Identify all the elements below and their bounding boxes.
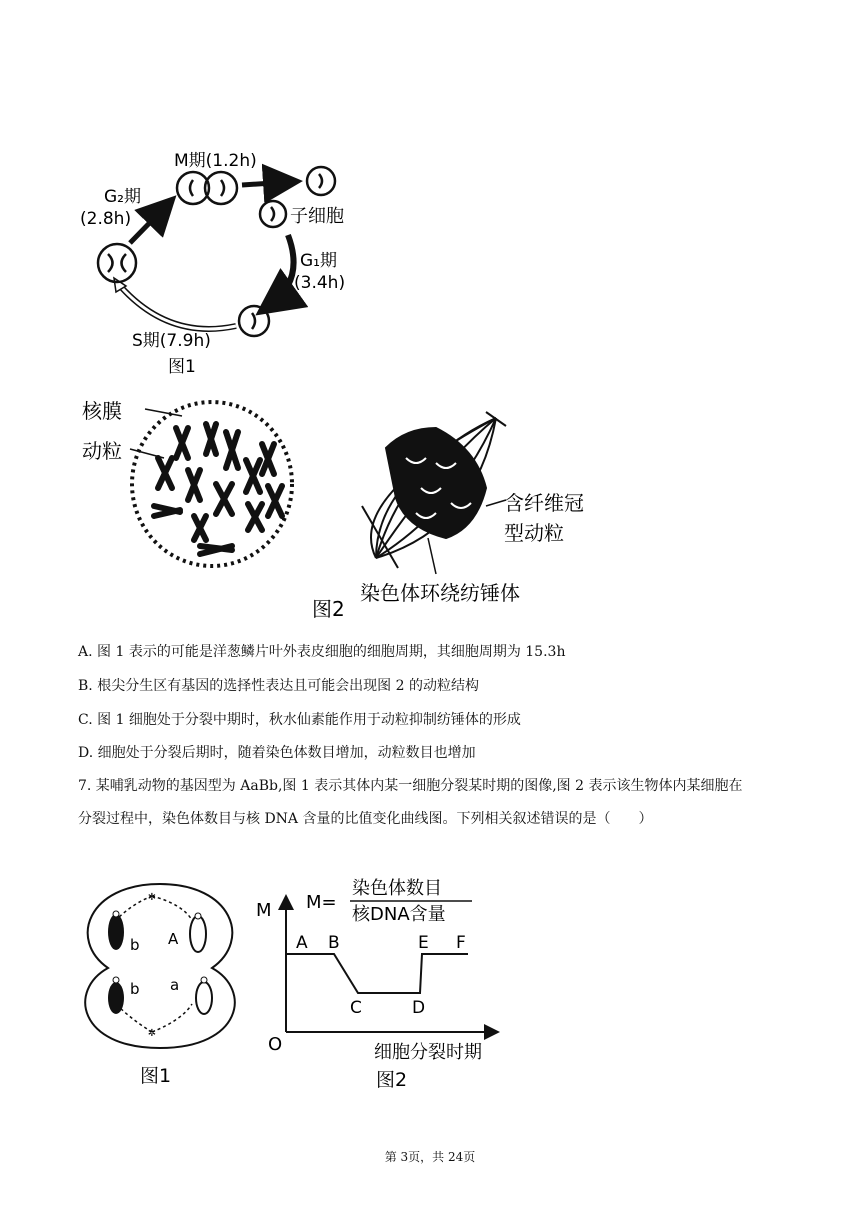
gene-b-bottom: b [130,980,140,998]
question-7-line1: 7. 某哺乳动物的基因型为 AaBb,图 1 表示其体内某一细胞分裂某时期的图像,图 2 表示该生物体内某细胞在 [78,778,743,794]
arrow-s [122,288,236,329]
cell-outline [85,884,235,1048]
kinetochore-figure [76,388,616,626]
nuclear-membrane-label: 核膜 [82,399,122,423]
m-phase-cells [177,172,237,204]
g2-phase-label: G₂期 [104,187,141,207]
formula-denominator: 核DNA含量 [352,904,446,925]
gene-b-top: b [130,936,140,954]
question-7-line2: 分裂过程中，染色体数目与核 DNA 含量的比值变化曲线图。下列相关叙述错误的是（ ） [78,811,653,827]
chromosome-a-bottom [196,977,212,1014]
fibrous-corona-label-line2: 型动粒 [504,521,564,545]
svg-text:✲: ✲ [147,892,157,903]
figure-caption: 图1 [140,1065,172,1087]
m-phase-label: M期(1.2h) [174,151,257,171]
arrow-g1 [270,235,294,305]
point-label-D: D [412,998,426,1018]
point-label-E: E [418,933,429,953]
m-curve [286,954,468,993]
chromosome-b-top [108,911,124,950]
g2-phase-time: (2.8h) [80,209,132,229]
option-a: A. 图 1 表示的可能是洋葱鳞片叶外表皮细胞的细胞周期，其细胞周期为 15.3h [78,644,566,660]
point-label-F: F [456,933,466,953]
daughter-cell-label: 子细胞 [290,206,344,227]
kinetochore-label: 动粒 [82,439,122,463]
s-phase-cell [239,306,269,336]
origin-label: O [268,1034,283,1055]
fibrous-corona-label-line1: 含纤维冠 [504,491,584,515]
g1-phase-time: (3.4h) [294,273,346,293]
dividing-cell-figure [72,880,248,1090]
figure-caption: 图2 [376,1069,408,1091]
nucleus-drawing [130,402,292,566]
arrow-m-to-daughter [242,182,288,185]
formula-lhs: M= [306,892,337,913]
gene-a-bottom: a [170,976,180,994]
point-label-B: B [328,933,340,953]
cell-cycle-figure [70,140,390,380]
figure-caption: 图1 [168,357,196,377]
option-b: B. 根尖分生区有基因的选择性表达且可能会出现图 2 的动粒结构 [78,678,479,694]
m-ratio-graph [250,870,510,1098]
formula-numerator: 染色体数目 [352,878,442,899]
svg-text:✲: ✲ [147,1028,157,1039]
chromosome-A-top [190,913,206,952]
arrow-g2 [130,206,166,243]
chromosome-spindle-label: 染色体环绕纺锤体 [360,581,520,605]
page-footer: 第 3页，共 24页 [384,1150,476,1164]
gene-A-top: A [168,930,179,948]
point-label-A: A [296,933,308,953]
y-axis-label: M [256,900,272,921]
chromosome-b-bottom [108,977,124,1014]
x-axis-label: 细胞分裂时期 [374,1042,482,1063]
option-c: C. 图 1 细胞处于分裂中期时，秋水仙素能作用于动粒抑制纺锤体的形成 [78,712,521,728]
spindle-drawing [362,412,506,574]
point-label-C: C [350,998,362,1018]
option-d: D. 细胞处于分裂后期时，随着染色体数目增加，动粒数目也增加 [78,745,476,761]
figure-caption: 图2 [312,597,345,621]
g1-phase-label: G₁期 [300,251,337,271]
s-phase-label: S期(7.9h) [132,331,211,351]
g2-phase-cell [98,244,136,282]
